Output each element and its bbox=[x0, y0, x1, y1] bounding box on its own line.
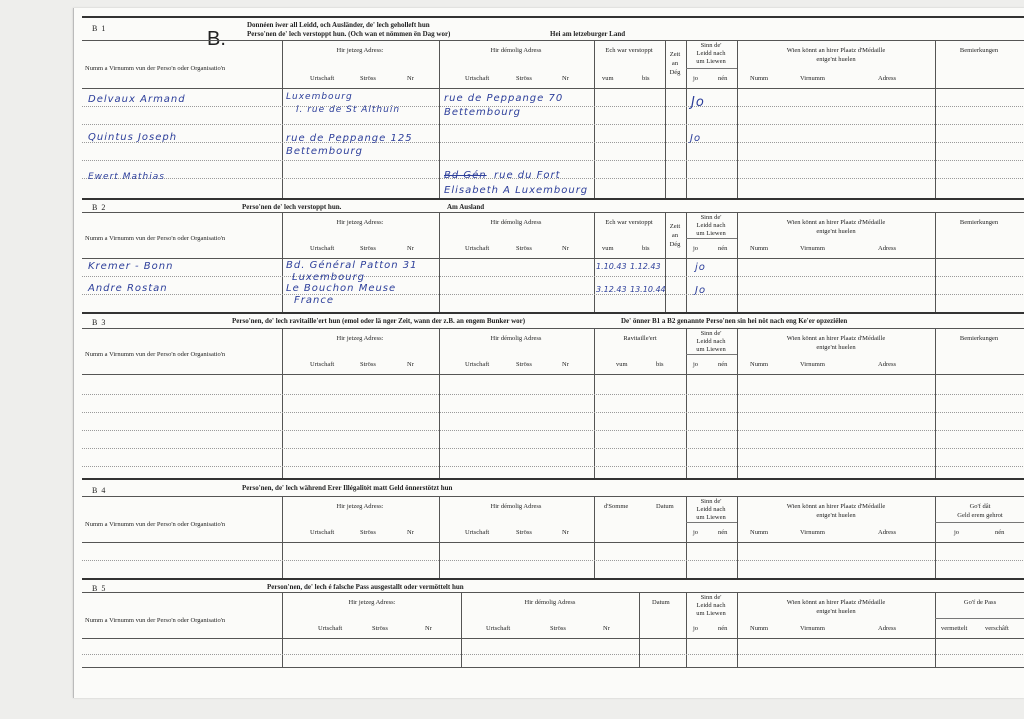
header-street: Ströss bbox=[360, 529, 376, 536]
header-to: bis bbox=[642, 75, 650, 82]
header-medal-name: Numm bbox=[750, 245, 769, 252]
header-alive: Leidd nach bbox=[696, 338, 726, 345]
table-row-address-now: Le Bouchon Meuse bbox=[286, 283, 397, 294]
header-city: Urtschaft bbox=[465, 245, 490, 252]
table-row-name: Kremer - Bonn bbox=[88, 261, 174, 272]
header-nr: Nr bbox=[407, 75, 414, 82]
header-medal-addr: Adress bbox=[878, 625, 897, 632]
header-day: Zeit bbox=[669, 223, 681, 230]
header-medal-addr: Adress bbox=[878, 529, 897, 536]
header-nr: Nr bbox=[407, 361, 414, 368]
form-sheet bbox=[73, 8, 1024, 698]
section-b2-title: Perso'nen de' lech verstoppt hun. bbox=[242, 203, 342, 211]
header-repaid: Geld erem gehrot bbox=[957, 512, 1003, 519]
section-b2-label: B 2 bbox=[92, 203, 107, 212]
header-nr: Nr bbox=[425, 625, 432, 632]
header-medal: Wien könnt an hirer Plaatz d'Médaille bbox=[786, 219, 886, 226]
section-b4 bbox=[82, 478, 1024, 578]
table-row-alive: Jo bbox=[695, 285, 707, 296]
table-row-address-now: Luxembourg bbox=[292, 272, 365, 283]
table-row-address-then: Elisabeth A Luxembourg bbox=[444, 185, 589, 196]
header-medal-first: Virnumm bbox=[800, 75, 825, 82]
header-addr-now: Hir jetzeg Adress: bbox=[336, 219, 384, 226]
header-medal-first: Virnumm bbox=[800, 245, 825, 252]
header-name: Numm a Virnumm vun der Perso'n oder Organisatio'n bbox=[85, 65, 226, 72]
table-row-from: 1.10.43 bbox=[596, 262, 627, 271]
header-date: Datum bbox=[656, 503, 674, 510]
section-b5-title: Person'nen, de' lech é falsche Pass ausgestallt oder vermöttelt hun bbox=[267, 583, 464, 591]
header-pass-no: verschâft bbox=[985, 625, 1009, 632]
header-alive: um Liewen bbox=[696, 514, 726, 521]
table-row-address-now: France bbox=[294, 295, 334, 306]
header-street: Ströss bbox=[516, 529, 532, 536]
header-name: Numm a Virnumm vun der Perso'n oder Organisatio'n bbox=[85, 521, 226, 528]
table-row-address-then: rue du Fort bbox=[494, 170, 561, 181]
header-day: Dég bbox=[669, 69, 681, 76]
header-medal-name: Numm bbox=[750, 75, 769, 82]
header-nr: Nr bbox=[562, 75, 569, 82]
header-medal-addr: Adress bbox=[878, 361, 897, 368]
header-day: Zeit bbox=[669, 51, 681, 58]
header-yes: jo bbox=[693, 625, 699, 632]
header-from: vum bbox=[616, 361, 628, 368]
header-alive: Sinn de' bbox=[700, 594, 722, 601]
table-row-to: 13.10.44 bbox=[630, 285, 666, 294]
section-b4-title: Perso'nen, de' lech während Erer Illégalitét matt Geld önnerstötzt hun bbox=[242, 484, 453, 492]
header-alive: um Liewen bbox=[696, 230, 726, 237]
header-medal: Wien könnt an hirer Plaatz d'Médaille bbox=[786, 47, 886, 54]
header-city: Urtschaft bbox=[465, 75, 490, 82]
header-medal2: entge'nt huelen bbox=[816, 344, 856, 351]
header-medal-first: Virnumm bbox=[800, 625, 825, 632]
header-street: Ströss bbox=[516, 245, 532, 252]
header-medal: Wien könnt an hirer Plaatz d'Médaille bbox=[786, 503, 886, 510]
header-medal: Wien könnt an hirer Plaatz d'Médaille bbox=[786, 335, 886, 342]
header-sum: d'Somme bbox=[604, 503, 629, 510]
header-city: Urtschaft bbox=[318, 625, 343, 632]
table-row-address-now: Luxembourg bbox=[286, 92, 353, 102]
header-day: an bbox=[671, 232, 679, 239]
header-alive: Sinn de' bbox=[700, 42, 722, 49]
header-medal2: entge'nt huelen bbox=[816, 608, 856, 615]
header-medal-name: Numm bbox=[750, 529, 769, 536]
header-medal2: entge'nt huelen bbox=[816, 512, 856, 519]
table-row-name: Quintus Joseph bbox=[88, 132, 178, 143]
form-title-line2: Perso'nen de' lech verstoppt hun. (Och wan et nömmen ën Dag wor) bbox=[247, 30, 451, 38]
header-medal-name: Numm bbox=[750, 625, 769, 632]
header-alive: Sinn de' bbox=[700, 498, 722, 505]
land-abroad-title: Am Ausland bbox=[447, 203, 485, 211]
header-addr-now: Hir jetzeg Adress: bbox=[336, 47, 384, 54]
header-yes: jo bbox=[693, 529, 699, 536]
header-medal2: entge'nt huelen bbox=[816, 228, 856, 235]
header-addr-now: Hir jetzeg Adress: bbox=[336, 335, 384, 342]
table-row-address-then: rue de Peppange 70 bbox=[444, 93, 564, 104]
header-city: Urtschaft bbox=[465, 529, 490, 536]
header-medal-first: Virnumm bbox=[800, 529, 825, 536]
table-row-address-now: Bd. Général Patton 31 bbox=[286, 260, 418, 271]
header-day: an bbox=[671, 60, 679, 67]
header-pass-yes: vermettelt bbox=[941, 625, 968, 632]
header-nr: Nr bbox=[562, 529, 569, 536]
header-city: Urtschaft bbox=[310, 529, 335, 536]
section-b3-label: B 3 bbox=[92, 318, 107, 327]
header-hidden: Ech war verstoppt bbox=[605, 47, 653, 54]
header-medal-addr: Adress bbox=[878, 245, 897, 252]
header-alive: Sinn de' bbox=[700, 214, 722, 221]
header-alive: Leidd nach bbox=[696, 222, 726, 229]
table-row-name: Delvaux Armand bbox=[88, 94, 186, 105]
header-alive: um Liewen bbox=[696, 610, 726, 617]
header-name: Numm a Virnumm vun der Perso'n oder Organisatio'n bbox=[85, 235, 226, 242]
table-row-alive: jo bbox=[695, 262, 706, 273]
table-row-alive: Jo bbox=[690, 133, 702, 144]
table-row-address-then: Bettembourg bbox=[444, 107, 522, 118]
section-b4-label: B 4 bbox=[92, 486, 107, 495]
header-no: nén bbox=[718, 361, 728, 368]
header-addr-now: Hir jetzeg Adress: bbox=[348, 599, 396, 606]
header-to: bis bbox=[656, 361, 664, 368]
header-alive: Sinn de' bbox=[700, 330, 722, 337]
header-alive: um Liewen bbox=[696, 58, 726, 65]
header-medal-first: Virnumm bbox=[800, 361, 825, 368]
header-remarks: Bemierkungen bbox=[959, 335, 999, 342]
header-alive: Leidd nach bbox=[696, 506, 726, 513]
section-b3 bbox=[82, 312, 1024, 478]
header-city: Urtschaft bbox=[310, 75, 335, 82]
header-to: bis bbox=[642, 245, 650, 252]
header-city: Urtschaft bbox=[465, 361, 490, 368]
header-addr-then: Hir démolig Adress bbox=[524, 599, 576, 606]
section-b1 bbox=[82, 16, 1024, 198]
header-supplied: Ravitaille'ert bbox=[623, 335, 657, 342]
header-city: Urtschaft bbox=[310, 361, 335, 368]
header-from: vum bbox=[602, 245, 614, 252]
section-b5-label: B 5 bbox=[92, 584, 107, 593]
header-pass: Go'f de Pass bbox=[963, 599, 997, 606]
header-nr: Nr bbox=[407, 245, 414, 252]
table-row-address-now: l. rue de St Althuin bbox=[296, 105, 401, 115]
header-medal2: entge'nt huelen bbox=[816, 56, 856, 63]
header-yes: jo bbox=[954, 529, 960, 536]
header-street: Ströss bbox=[372, 625, 388, 632]
table-row-name: Ewert Mathias bbox=[88, 172, 165, 182]
section-b5 bbox=[82, 578, 1024, 668]
table-row-address-struck: Bd Gén bbox=[444, 170, 487, 181]
form-letter: B. bbox=[207, 28, 226, 50]
section-b2 bbox=[82, 198, 1024, 312]
table-row-address-now: rue de Peppange 125 bbox=[286, 133, 413, 144]
header-alive: Leidd nach bbox=[696, 50, 726, 57]
table-row-name: Andre Rostan bbox=[88, 283, 168, 294]
table-row-alive: Jo bbox=[691, 95, 705, 110]
header-street: Ströss bbox=[360, 361, 376, 368]
header-nr: Nr bbox=[562, 245, 569, 252]
section-b3-title: Perso'nen, de' lech ravitaille'ert hun (emol oder lä nger Zeit, wann der z.B. an engem Bunker wor) bbox=[232, 317, 526, 325]
header-name: Numm a Virnumm vun der Perso'n oder Organisatio'n bbox=[85, 617, 226, 624]
header-medal-addr: Adress bbox=[878, 75, 897, 82]
header-day: Dég bbox=[669, 241, 681, 248]
header-addr-then: Hir démolig Adress bbox=[490, 47, 542, 54]
header-addr-then: Hir démolig Adress bbox=[490, 335, 542, 342]
form-title-line1: Donnéen iwer all Leidd, och Ausländer, de' lech geholleft hun bbox=[247, 21, 430, 29]
header-city: Urtschaft bbox=[310, 245, 335, 252]
header-street: Ströss bbox=[516, 75, 532, 82]
table-row-to: 1.12.43 bbox=[630, 262, 661, 271]
header-hidden: Ech war verstoppt bbox=[605, 219, 653, 226]
header-date: Datum bbox=[652, 599, 670, 606]
table-row-address-now: Bettembourg bbox=[286, 146, 364, 157]
header-yes: jo bbox=[693, 75, 699, 82]
header-no: nén bbox=[718, 529, 728, 536]
header-yes: jo bbox=[693, 361, 699, 368]
header-alive: Leidd nach bbox=[696, 602, 726, 609]
header-alive: um Liewen bbox=[696, 346, 726, 353]
header-remarks: Bemierkungen bbox=[959, 219, 999, 226]
header-yes: jo bbox=[693, 245, 699, 252]
header-city: Urtschaft bbox=[486, 625, 511, 632]
header-nr: Nr bbox=[407, 529, 414, 536]
header-street: Ströss bbox=[360, 75, 376, 82]
header-no: nén bbox=[718, 75, 728, 82]
header-no: nén bbox=[995, 529, 1005, 536]
header-street: Ströss bbox=[360, 245, 376, 252]
header-street: Ströss bbox=[550, 625, 566, 632]
header-nr: Nr bbox=[603, 625, 610, 632]
section-b3-note: De' önner B1 a B2 genannte Perso'nen sin hei nöt nach eng Ke'er opzeziëlen bbox=[621, 317, 848, 325]
header-street: Ströss bbox=[516, 361, 532, 368]
header-name: Numm a Virnumm vun der Perso'n oder Organisatio'n bbox=[85, 351, 226, 358]
header-remarks: Bemierkungen bbox=[959, 47, 999, 54]
header-no: nén bbox=[718, 625, 728, 632]
header-repaid: Go'f dât bbox=[969, 503, 991, 510]
section-b1-label: B 1 bbox=[92, 24, 107, 33]
header-no: nén bbox=[718, 245, 728, 252]
header-addr-then: Hir démolig Adress bbox=[490, 503, 542, 510]
header-addr-now: Hir jetzeg Adress: bbox=[336, 503, 384, 510]
header-nr: Nr bbox=[562, 361, 569, 368]
header-from: vum bbox=[602, 75, 614, 82]
table-row-from: 3.12.43 bbox=[596, 285, 627, 294]
land-home-title: Hei am letzeburger Land bbox=[550, 30, 626, 38]
header-medal: Wien könnt an hirer Plaatz d'Médaille bbox=[786, 599, 886, 606]
header-medal-name: Numm bbox=[750, 361, 769, 368]
header-addr-then: Hir démolig Adress bbox=[490, 219, 542, 226]
